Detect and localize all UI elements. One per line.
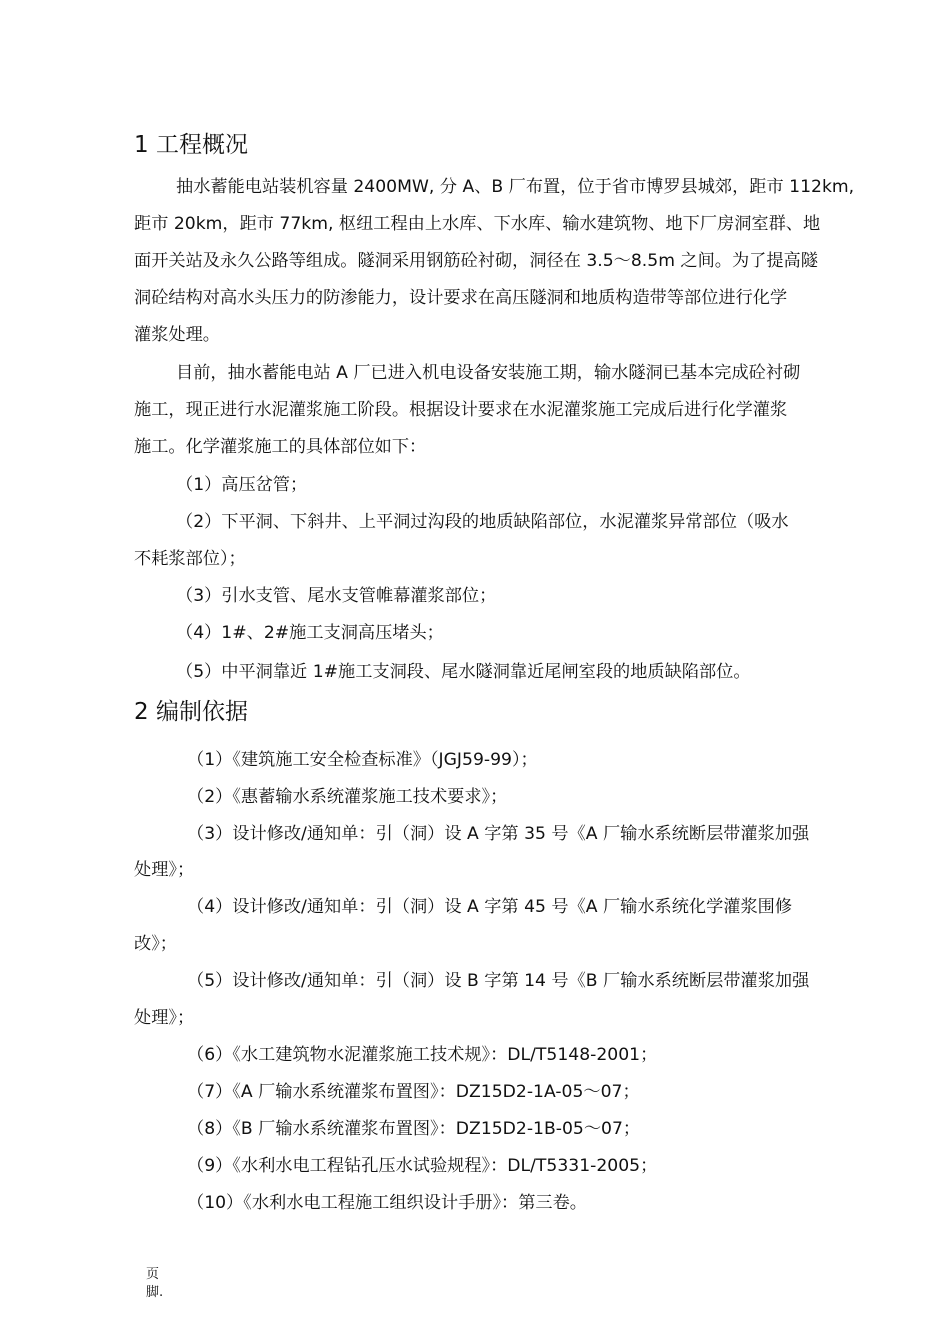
list-item-line: （1）高压岔管； xyxy=(176,475,308,495)
reference-line: （10）《水利水电工程施工组织设计手册》：第三卷。 xyxy=(187,1193,587,1213)
para2-line: 施工，现正进行水泥灌浆施工阶段。根据设计要求在水泥灌浆施工完成后进行化学灌浆 xyxy=(134,400,788,420)
reference-line: （7）《A 厂输水系统灌浆布置图》：DZ15D2-1A-05～07； xyxy=(187,1082,640,1102)
section2-heading: 2 编制依据 xyxy=(134,699,248,725)
reference-line: （6）《水工建筑物水泥灌浆施工技术规》：DL/T5148-2001； xyxy=(187,1045,658,1065)
para1-line: 面开关站及永久公路等组成。隧洞采用钢筋砼衬砌，洞径在 3.5～8.5m 之间。为了提高隧 xyxy=(134,251,818,271)
footer-line: 脚. xyxy=(146,1285,164,1300)
para2-line: 目前，抽水蓄能电站 A 厂已进入机电设备安装施工期，输水隧洞已基本完成砼衬砌 xyxy=(176,363,801,383)
reference-line: 处理》； xyxy=(134,1008,195,1028)
reference-line: （9）《水利水电工程钻孔压水试验规程》：DL/T5331-2005； xyxy=(187,1156,658,1176)
reference-line: 改》； xyxy=(134,934,177,954)
para1-line: 洞砼结构对高水头压力的防渗能力，设计要求在高压隧洞和地质构造带等部位进行化学 xyxy=(134,288,788,308)
section1-heading: 1 工程概况 xyxy=(134,132,248,158)
reference-line: （3）设计修改/通知单：引（洞）设 A 字第 35 号《A 厂输水系统断层带灌浆加强 xyxy=(187,824,810,844)
list-item-line: （4）1#、2#施工支洞高压堵头； xyxy=(176,623,444,643)
list-item-line: （2）下平洞、下斜井、上平洞过沟段的地质缺陷部位，水泥灌浆异常部位（吸水 xyxy=(176,512,789,532)
reference-line: （8）《B 厂输水系统灌浆布置图》：DZ15D2-1B-05～07； xyxy=(187,1119,641,1139)
para1-line: 距市 20km，距市 77km, 枢纽工程由上水库、下水库、输水建筑物、地下厂房洞室群、地 xyxy=(134,214,821,234)
reference-line: （4）设计修改/通知单：引（洞）设 A 字第 45 号《A 厂输水系统化学灌浆围修 xyxy=(187,897,793,917)
reference-line: 处理》； xyxy=(134,860,195,880)
para1-line: 抽水蓄能电站装机容量 2400MW, 分 A、B 厂布置，位于省市博罗县城郊，距市 112km, xyxy=(176,177,855,197)
list-item-line: （5）中平洞靠近 1#施工支洞段、尾水隧洞靠近尾闸室段的地质缺陷部位。 xyxy=(176,662,751,682)
reference-line: （1）《建筑施工安全检查标准》（JGJ59-99）； xyxy=(187,750,538,770)
para1-line: 灌浆处理。 xyxy=(134,325,220,345)
para2-line: 施工。化学灌浆施工的具体部位如下： xyxy=(134,437,427,457)
footer-line: 页 xyxy=(146,1267,160,1282)
reference-line: （5）设计修改/通知单：引（洞）设 B 字第 14 号《B 厂输水系统断层带灌浆加强 xyxy=(187,971,810,991)
list-item-line: 不耗浆部位）； xyxy=(134,549,246,569)
list-item-line: （3）引水支管、尾水支管帷幕灌浆部位； xyxy=(176,586,497,606)
reference-line: （2）《惠蓄输水系统灌浆施工技术要求》； xyxy=(187,787,508,807)
